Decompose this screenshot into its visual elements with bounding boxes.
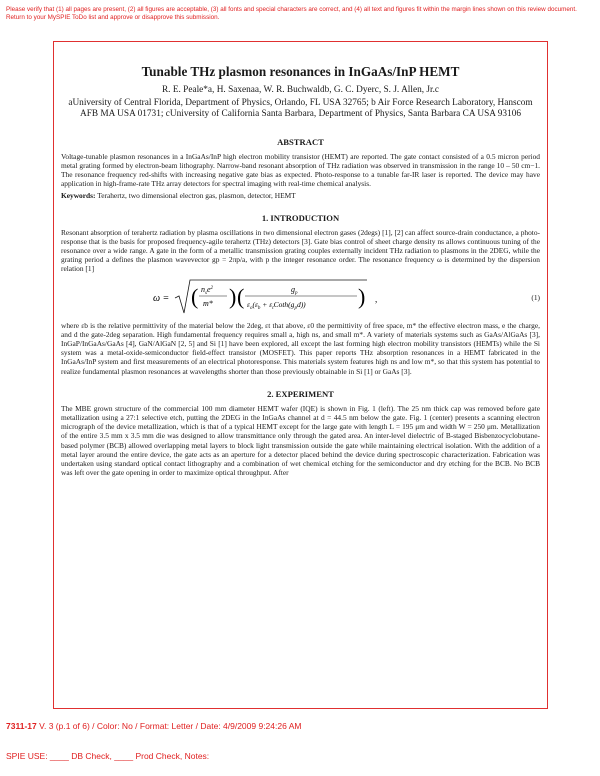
svg-text:): ) [229,283,237,309]
dispersion-equation [61,278,540,316]
keywords-line [61,191,540,200]
svg-text:gp: $g_p$ [291,284,298,296]
abstract-text: Voltage-tunable plasmon resonances in a InGaAs/InP high electron mobility transistor (HEMT) are reported. The gate contact consisted of a 0.5 micron period metal grating formed by electron-beam lithography. Narrow-band resonant absorption of THz radiation was observed in transmission in the range 10 – 50 cm−1. The resonance frequency red-shifts with increasing negative gate bias as expected. Photo-response to a tunable far-IR laser is reported. The device may have application in high-frame-rate THz array detectors for spectral imaging with real-time chemical analysis. [61,151,540,189]
section-heading-introduction: 1. INTRODUCTION [261,212,340,223]
svg-text:nse2: $n_se^2$ [201,284,214,296]
spie-use-line: SPIE USE: ____ DB Check, ____ Prod Check, Notes: [6,751,210,761]
intro-paragraph-1: Resonant absorption of terahertz radiation by plasma oscillations in two dimensional electron gases (2degs) [1], [2] can affect source-drain conductance, a photo-response that is the basis for proposed frequency-agile terahertz (THz) detectors [3]. Gate bias control of sheet charge density ns allows continuous tuning of the resonance over a wide range. A gate in the form of a metallic transmission grating couples externally incident THz radiation to plasmons in the 2DEG, while the grating period a defines the plasmon wavevector gp = 2πp/a, with p the integer resonance order. The resonance frequency ω is determined by the dispersion relation [1] [61,227,540,274]
svg-text:(: ( [237,283,245,309]
section-heading-experiment: 2. EXPERIMENT [267,388,334,399]
paper-page [61,64,540,477]
svg-text:,: , [375,293,378,304]
svg-text:): ) [358,283,366,309]
intro-paragraph-2: where εb is the relative permittivity of the material below the 2deg, εt that above, ε0 the permittivity of free space, m* the effective electron mass, e the charge, and d the gate-2deg separation. High fundamental frequency requires small a, high ns, and small m*. A variety of materials systems such as GaAs/AlGaAs [3], InGaP/InGaAs/GaAs [4], GaN/AlGaN [2, 5] and Si [1] have been explored, all except the last forming high electron mobility transistors (HEMTs) while the Si system was a metal-oxide-semiconductor field-effect transistor (MOSFET). This paper reports THz absorption resonances in a HEMT fabricated in the InGaAs/InP system and first measurements of an electrical photoresponse. This materials system features high ns and low m*, so that this system has potential to realize fundamental plasmon resonances at wavelengths shorter than those previously obtainable in Si [1] or GaAs [3]. [61,320,540,376]
keywords-label: Keywords: [61,191,96,201]
manuscript-info [6,721,301,731]
svg-text:εo(εb + εtCoth(gpd)): $\varepsilon_o(\varepsilon_b$ + $\varepsilon_tCoth(g_pd)$) [247,299,306,311]
review-notice: Please verify that (1) all pages are present, (2) all figures are acceptable, (3) all fonts and special characters are correct, and (4) all text and figures fit within the margin lines shown on this review document. Return to your MySPIE ToDo list and approve or disapprove this submission. [6,6,577,21]
affiliations: aUniversity of Central Florida, Department of Physics, Orlando, FL USA 32765; b Air Force Research Laboratory, Hanscom AFB MA USA 01731; cUniversity of California Santa Barbara, Department of Physics, Santa Barbara CA USA 93106 [68,97,533,119]
author-list: R. E. Peale*a, H. Saxenaa, W. R. Buchwaldb, G. C. Dyerc, S. J. Allen, Jr.c [161,85,440,95]
abstract-heading: ABSTRACT [277,136,324,147]
equation-number: (1) [531,292,540,302]
paper-title: Tunable THz plasmon resonances in InGaAs/InP HEMT [141,64,460,79]
svg-text:ω =: ω = [153,292,170,304]
equation-graphic [153,278,383,316]
manuscript-details: V. 3 (p.1 of 6) / Color: No / Format: Letter / Date: 4/9/2009 9:24:26 AM [36,721,302,731]
keywords-list: Terahertz, two dimensional electron gas, plasmon, detector, HEMT [97,191,296,201]
svg-text:(: ( [191,283,199,309]
manuscript-id: 7311-17 [6,721,37,731]
svg-text:m*: m* [203,298,213,308]
experiment-paragraph-1: The MBE grown structure of the commercial 100 mm diameter HEMT wafer (IQE) is shown in Fig. 1 (left). The 25 nm thick cap was removed before gate metallization using a 27:1 selective etch, putting the 2DEG in the InGaAs channel at d = 44.5 nm below the gate. Fig. 1 (center) presents a scanning electron micrograph of the device metallization, which is that of a typical HEMT except for the large gate with length L = 195 μm and width W = 250 μm. Metallization of the entire 3.5 mm x 3.5 mm die was designed to allow transmittance only through the gated area. An inter-level dielectric of B-staged Bisbenzocyclobutane-based polymer (BCB) allowed overlapping metal layers to block light transmission outside the gate while maintaining electrical isolation. With the addition of a metal layer around the entire device, the gate acts as an aperture for a detector placed behind the device during spectroscopic characterization. Fabrication was undertaken using standard optical contact lithography and a combination of wet chemical etching for the semiconductor and dry etching for the BCB. No BCB was left over the gate opening in order to maximize optical throughput. After [61,403,540,478]
